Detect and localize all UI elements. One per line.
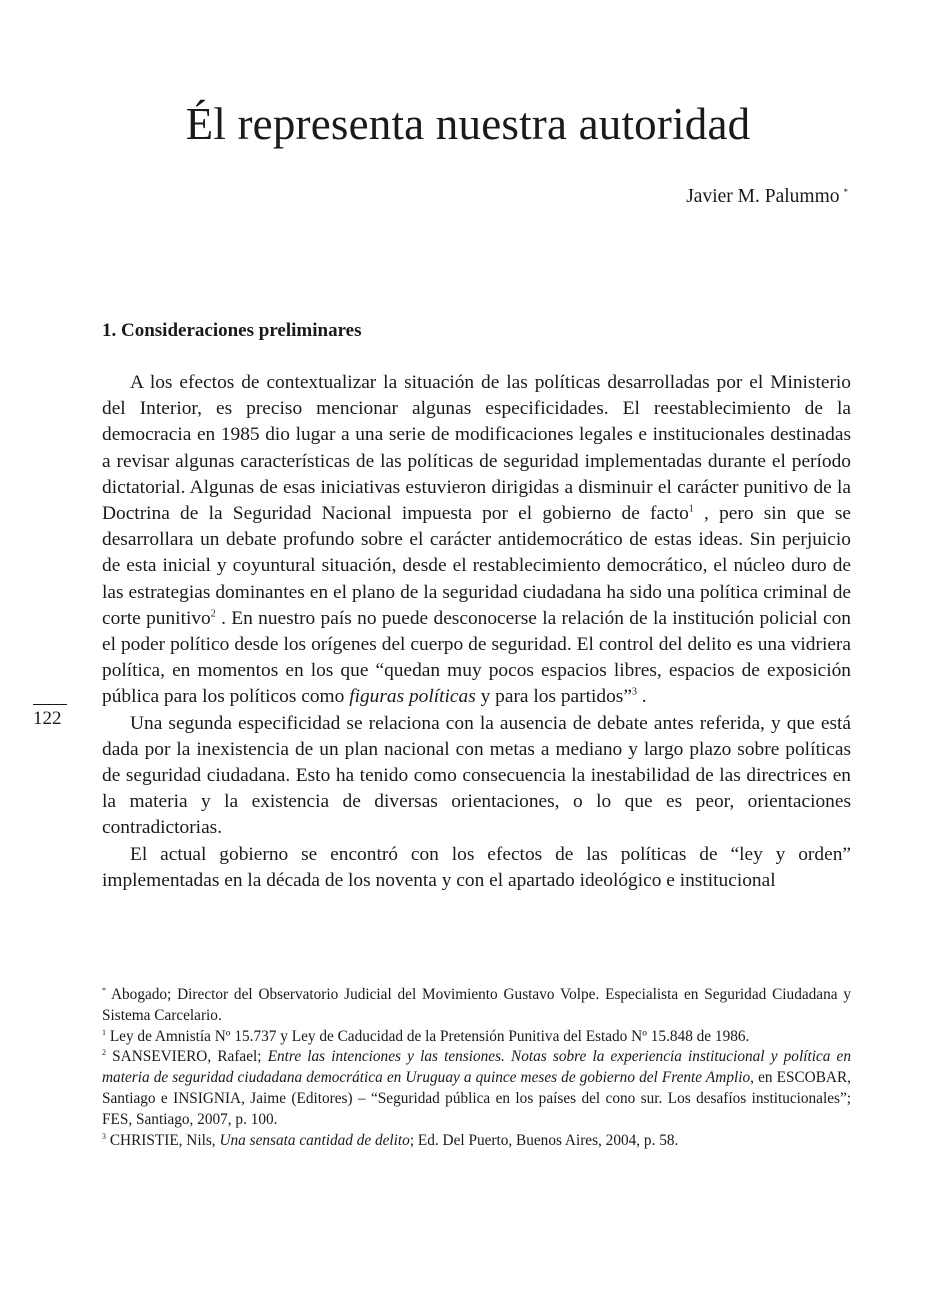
footnote-text: SANSEVIERO, Rafael;: [106, 1048, 268, 1066]
footnote-mark: 3: [102, 1131, 106, 1141]
footnote-2: [102, 1047, 851, 1130]
footnote-text: , en ESCOBAR, Santiago e INSIGNIA, Jaime (Editores) – “Seguridad pública en los países del cono sur. Los desafíos institucionales”; FES, Santiago, 2007, p. 100.: [102, 1069, 851, 1128]
footnote-ref-3: 3: [631, 686, 637, 698]
footnote-ref-1: 1: [688, 503, 694, 515]
footnote-3: [102, 1131, 851, 1152]
author-footnote-mark: *: [843, 186, 848, 197]
paragraph-1-emphasis: figuras políticas: [349, 686, 476, 708]
author-name: [686, 186, 848, 208]
footnote-author: [102, 985, 851, 1027]
paragraph-1-part-4: y para los partidos”: [475, 686, 632, 708]
page-number: 122: [33, 708, 62, 729]
footnote-text: Abogado; Director del Observatorio Judicial del Movimiento Gustavo Volpe. Especialista en Seguridad Ciudadana y Sistema Carcelario.: [102, 986, 851, 1024]
footnote-emphasis: Entre las intenciones y las tensiones. Notas sobre la experiencia institucional y política en materia de seguridad ciudadana democrática en Uruguay a quince meses de gobierno del Frente Amplio: [102, 1048, 851, 1087]
body-text: [102, 370, 851, 894]
paragraph-1-part-3: . En nuestro país no puede desconocerse la relación de la institución policial con el poder político desde los orígenes del cuerpo de seguridad. El control del delito es una vidriera política, en momentos en los que “quedan muy pocos espacios libres, espacios de exposición pública para los políticos como: [102, 607, 851, 708]
footnote-text: ; Ed. Del Puerto, Buenos Aires, 2004, p. 58.: [409, 1131, 679, 1149]
footnote-text: CHRISTIE, Nils,: [106, 1131, 220, 1149]
section-heading: 1. Consideraciones preliminares: [102, 320, 362, 341]
footnote-text: Ley de Amnistía Nº 15.737 y Ley de Caducidad de la Pretensión Punitiva del Estado Nº 15.848 de 1986.: [106, 1027, 750, 1045]
footnote-emphasis: Una sensata cantidad de delito: [219, 1131, 410, 1149]
footnote-mark: *: [102, 985, 106, 995]
paragraph-1-part-5: .: [636, 686, 647, 708]
page-title: Él representa nuestra autoridad: [185, 99, 751, 149]
paragraph-2: Una segunda especificidad se relaciona con la ausencia de debate antes referida, y que está dada por la inexistencia de un plan nacional con metas a mediano y largo plazo sobre políticas de seguridad ciudadana. Esto ha tenido como consecuencia la inestabilidad de las directrices en la materia y la existencia de diversas orientaciones, o lo que es peor, orientaciones contradictorias.: [102, 712, 851, 839]
paragraph-1-part-1: A los efectos de contextualizar la situación de las políticas desarrolladas por el Ministerio del Interior, es preciso mencionar algunas especificidades. El reestablecimiento de la democracia en 1985 dio lugar a una serie de modificaciones legales e institucionales destinadas a revisar algunas características de las políticas de seguridad implementadas durante el período dictatorial. Algunas de esas iniciativas estuvieron dirigidas a disminuir el carácter punitivo de la Doctrina de la Seguridad Nacional impuesta por el gobierno de facto: [102, 372, 851, 525]
paragraph-3: El actual gobierno se encontró con los efectos de las políticas de “ley y orden” implementadas en la década de los noventa y con el apartado ideológico e institucional: [102, 843, 851, 891]
footnote-mark: 1: [102, 1027, 106, 1037]
page-number-rule: [33, 704, 67, 705]
footnote-mark: 2: [102, 1048, 106, 1058]
paragraph-1: [102, 370, 851, 711]
footnote-1: [102, 1027, 851, 1048]
author-name-text: Javier M. Palummo: [686, 186, 840, 207]
paragraph-1-part-2: , pero sin que se desarrollara un debate profundo sobre el carácter antidemocrático de estas ideas. Sin perjuicio de esta inicial y coyuntural situación, desde el restablecimiento democrático, el núcleo duro de las estrategias dominantes en el plano de la seguridad ciudadana ha sido una política criminal de corte punitivo: [102, 503, 851, 629]
footnote-ref-2: 2: [210, 608, 216, 620]
footnotes: [102, 985, 851, 1151]
